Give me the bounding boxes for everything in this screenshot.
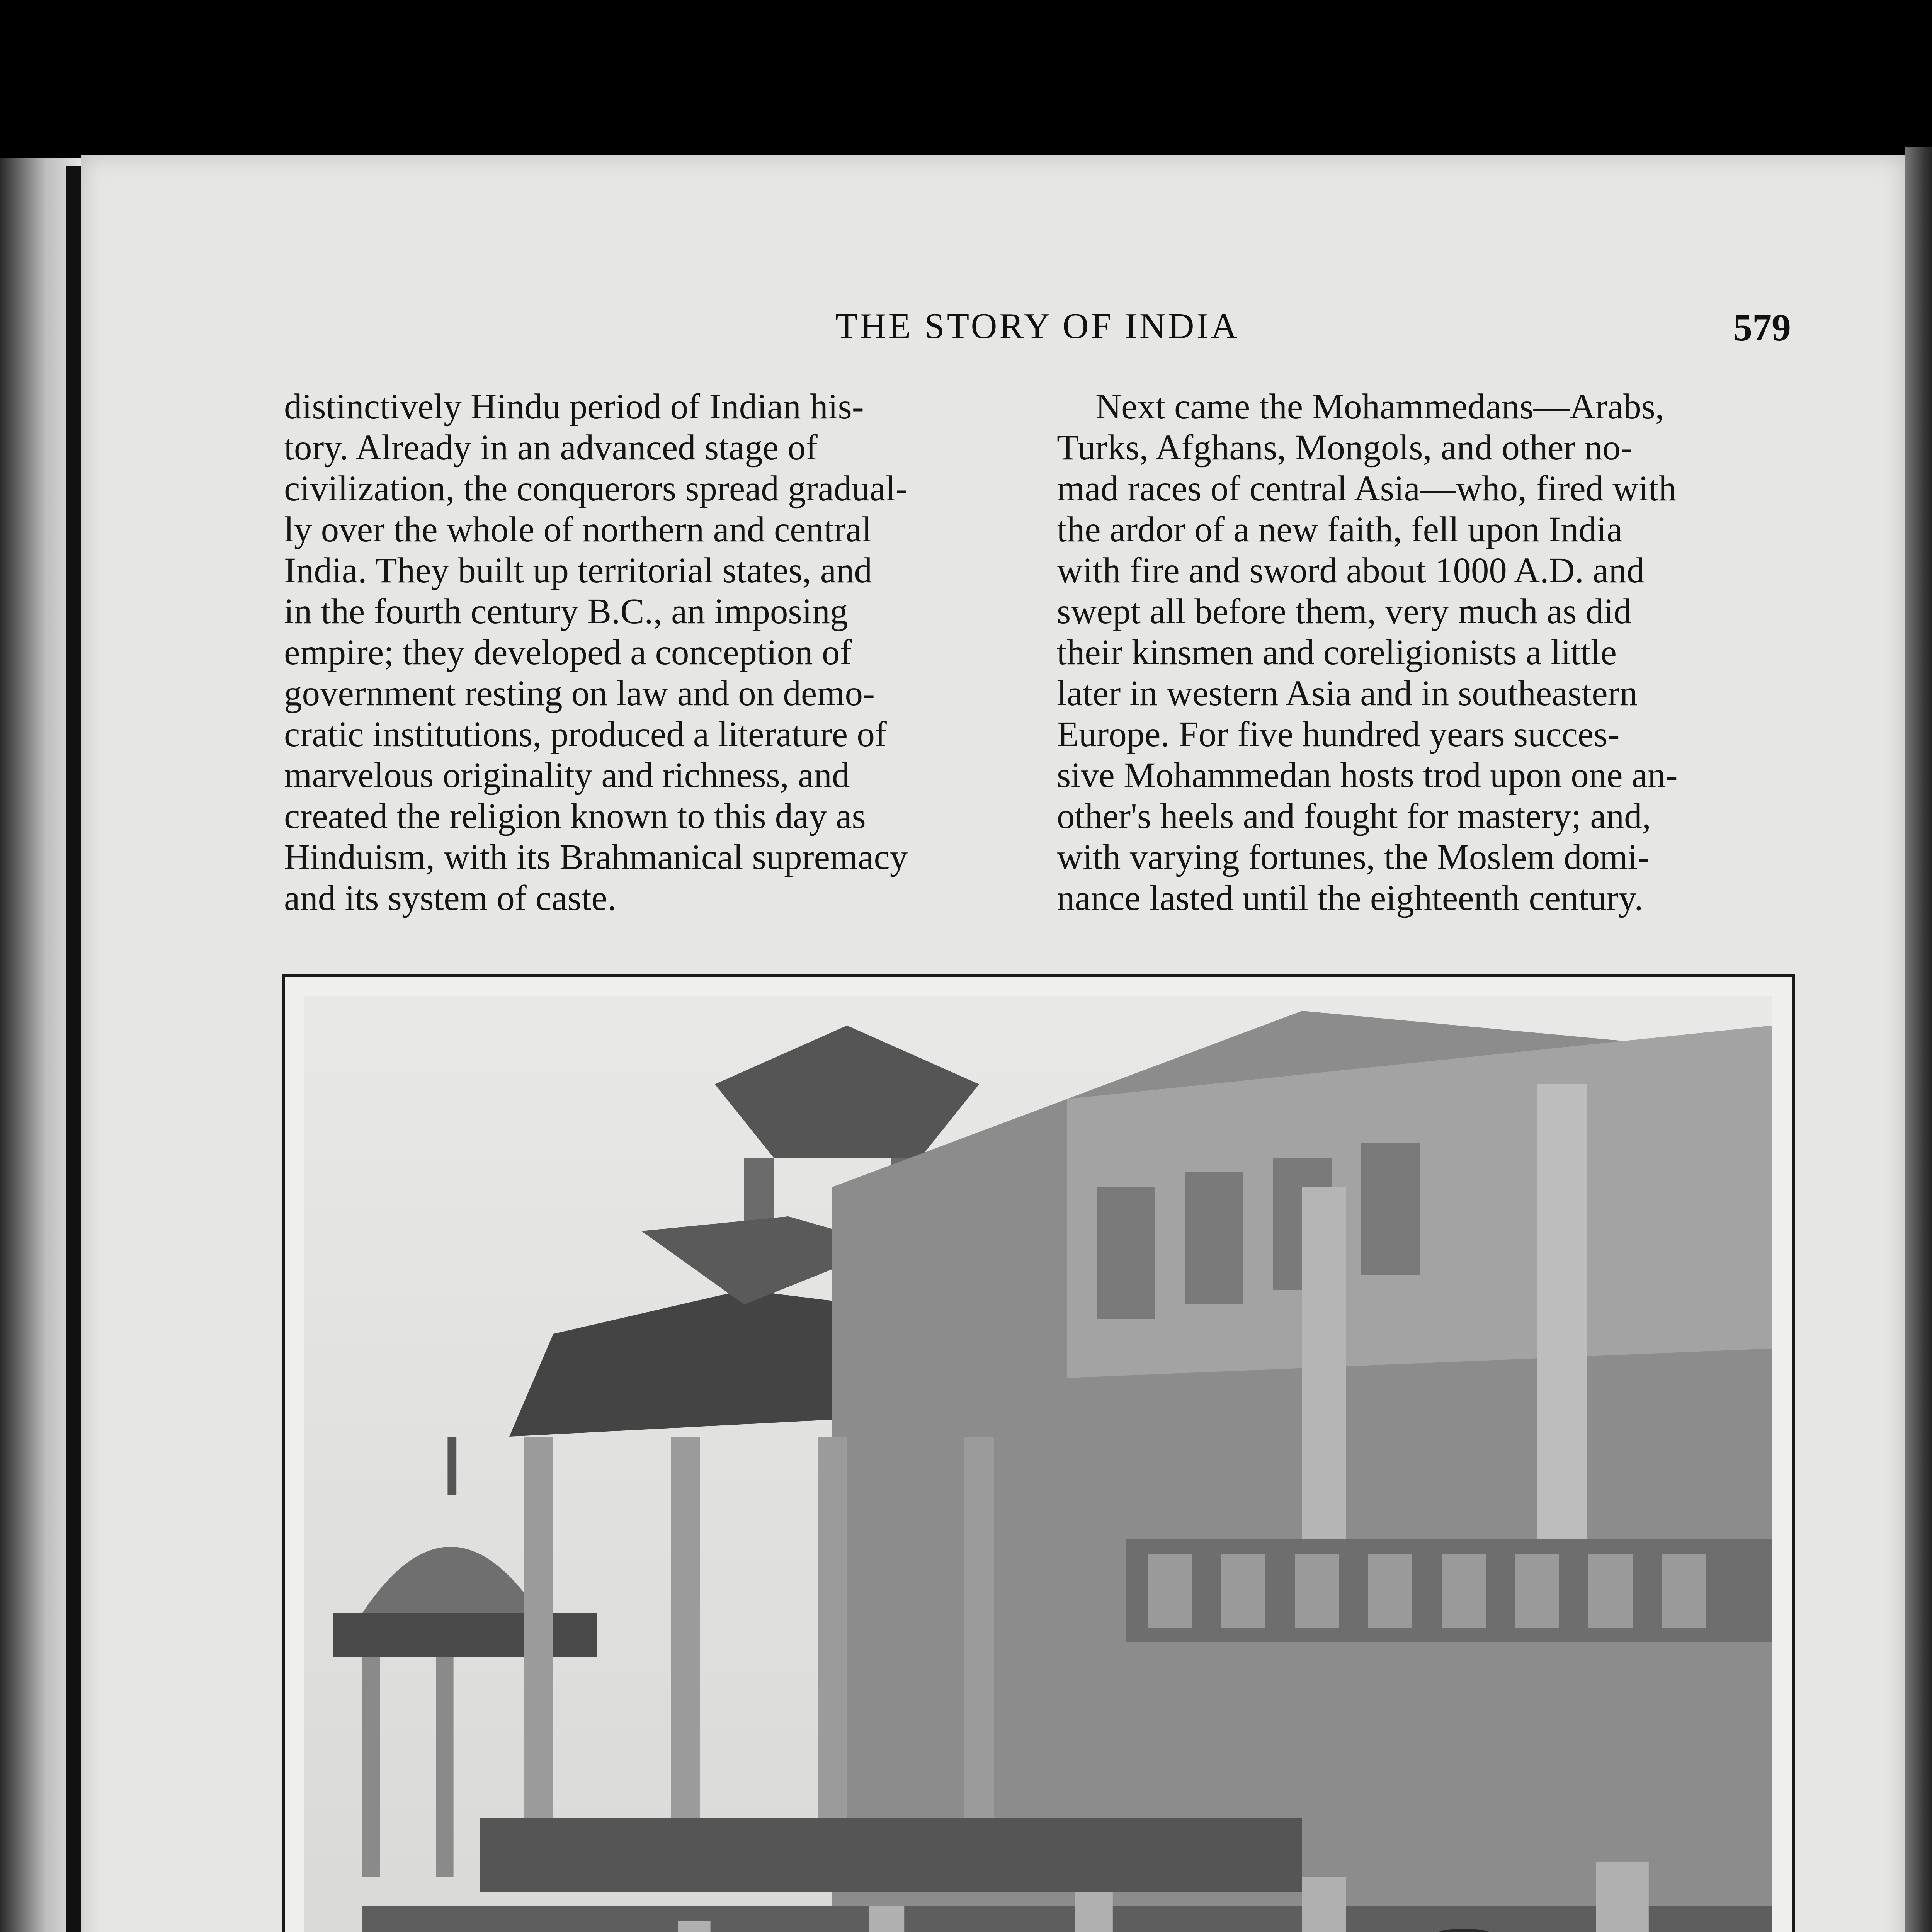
text-line: other's heels and fought for mastery; and, xyxy=(1057,796,1651,836)
page-number: 579 xyxy=(1733,306,1791,349)
running-title: THE STORY OF INDIA xyxy=(835,306,1240,346)
left-text-column xyxy=(284,386,1018,919)
text-line: and its system of caste. xyxy=(284,878,617,918)
text-line: government resting on law and on demo- xyxy=(284,673,875,713)
text-line: in the fourth century B.C., an imposing xyxy=(284,592,848,631)
text-line: with varying fortunes, the Moslem domi- xyxy=(1057,837,1650,877)
portico-photograph xyxy=(304,996,1772,1932)
text-line: Next came the Mohammedans—Arabs, xyxy=(1095,387,1665,427)
text-line: swept all before them, very much as did xyxy=(1057,592,1632,631)
text-line: later in western Asia and in southeastern xyxy=(1057,673,1638,713)
page-edge-shadow xyxy=(1905,147,1932,1932)
photo-frame xyxy=(282,974,1795,1932)
text-line: nance lasted until the eighteenth century. xyxy=(1057,878,1643,918)
running-head xyxy=(284,305,1791,359)
text-line: the ardor of a new faith, fell upon India xyxy=(1057,510,1623,549)
text-line: created the religion known to this day as xyxy=(284,796,866,836)
text-line: mad races of central Asia—who, fired with xyxy=(1057,469,1677,509)
text-line: with fire and sword about 1000 A.D. and xyxy=(1057,551,1645,590)
text-line: their kinsmen and coreligionists a little xyxy=(1057,633,1617,672)
text-line: cratic institutions, produced a literature of xyxy=(284,714,887,754)
text-line: distinctively Hindu period of Indian his- xyxy=(284,387,864,427)
text-line: marvelous originality and richness, and xyxy=(284,755,850,795)
text-line: empire; they developed a conception of xyxy=(284,633,852,672)
text-line: ly over the whole of northern and central xyxy=(284,510,872,549)
text-line: tory. Already in an advanced stage of xyxy=(284,428,818,468)
text-line: India. They built up territorial states, and xyxy=(284,551,872,590)
text-line: Turks, Afghans, Mongols, and other no- xyxy=(1057,428,1633,468)
text-line: civilization, the conquerors spread gradual- xyxy=(284,469,908,509)
right-text-column xyxy=(1057,386,1791,919)
text-line: sive Mohammedan hosts trod upon one an- xyxy=(1057,755,1678,795)
text-line: Hinduism, with its Brahmanical supremacy xyxy=(284,837,908,877)
portico-illustration xyxy=(304,996,1772,1932)
text-line: Europe. For five hundred years succes- xyxy=(1057,714,1620,754)
